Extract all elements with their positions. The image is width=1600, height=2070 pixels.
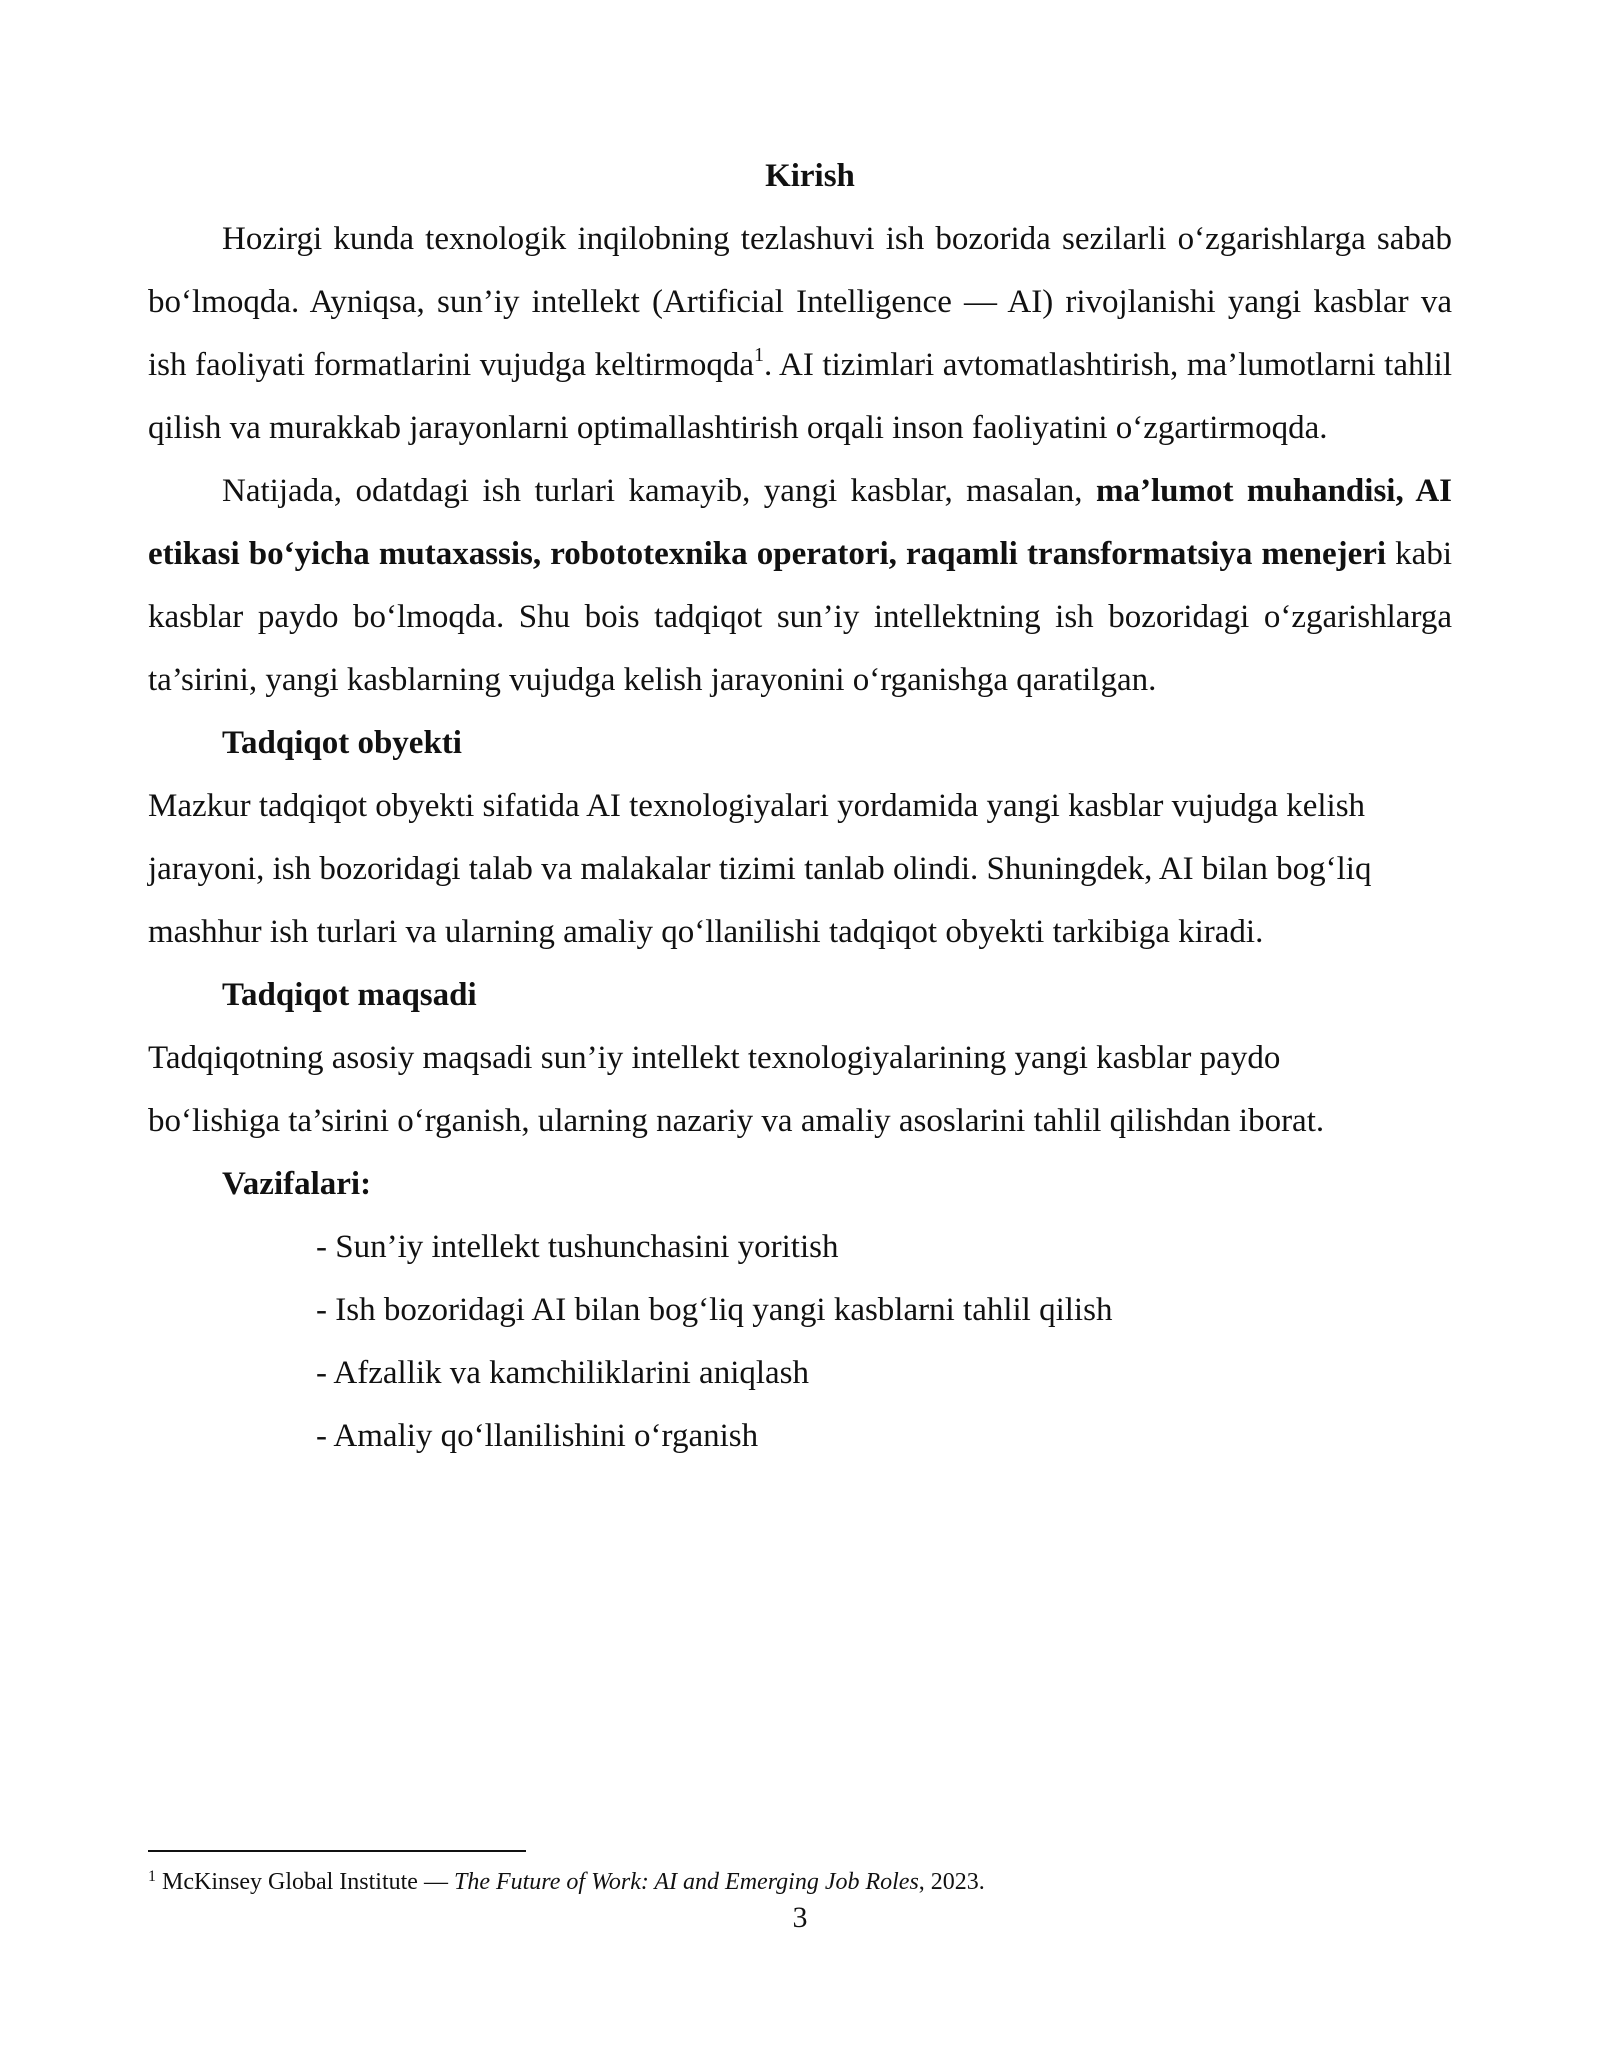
intro-p2-end: kabi kasblar paydo bo‘lmoqda. Shu bois tadqiqot sun’iy intellektning ish bozoridagi o‘zgarishlarga ta’sirini, yangi kasblarning vujudga kelish jarayonini o‘rganishga qaratilgan.	[148, 536, 1452, 698]
footnote-number: 1	[148, 1868, 156, 1885]
intro-heading: Kirish	[765, 158, 855, 194]
footnote-title: The Future of Work: AI and Emerging Job Roles	[453, 1869, 919, 1895]
intro-p1-text-end: . AI tizimlari avtomatlashtirish, ma’lumotlarni tahlil qilish va murakkab jarayonlarni optimallashtirish orqali inson faoliyatini o‘zgartirmoqda.	[148, 347, 1452, 446]
footnote-separator	[148, 1850, 526, 1852]
footnote	[148, 1866, 1452, 1901]
intro-p2-start: Natijada, odatdagi ish turlari kamayib, yangi kasblar, masalan,	[222, 473, 1096, 509]
footnote-source: McKinsey Global Institute —	[156, 1869, 454, 1895]
page-body	[148, 145, 1452, 1468]
object-heading: Tadqiqot obyekti	[222, 725, 462, 761]
tasks-list	[148, 1216, 1452, 1468]
intro-paragraph-1	[148, 208, 1452, 460]
intro-paragraph-2	[148, 460, 1452, 712]
object-paragraph: Mazkur tadqiqot obyekti sifatida AI texnologiyalari yordamida yangi kasblar vujudga kelish jarayoni, ish bozoridagi talab va malakalar tizimi tanlab olindi. Shuningdek, AI bilan bog‘liq mashhur ish turlari va ularning amaliy qo‘llanilishi tadqiqot obyekti tarkibiga kiradi.	[148, 788, 1372, 950]
tasks-heading: Vazifalari:	[222, 1166, 372, 1202]
goal-heading: Tadqiqot maqsadi	[222, 977, 477, 1013]
intro-p2-bold-professions: ma’lumot muhandisi, AI etikasi bo‘yicha mutaxassis, robototexnika operatori, raqamli transformatsiya menejeri	[148, 473, 1452, 572]
footnote-year: , 2023.	[918, 1869, 985, 1895]
goal-paragraph: Tadqiqotning asosiy maqsadi sun’iy intellekt texnologiyalarining yangi kasblar paydo bo‘lishiga ta’sirini o‘rganish, ularning nazariy va amaliy asoslarini tahlil qilishdan iborat.	[148, 1040, 1325, 1139]
footnote-reference[interactable]: 1	[754, 344, 765, 366]
task-item: - Afzallik va kamchiliklarini aniqlash	[316, 1355, 810, 1391]
page-number: 3	[792, 1901, 808, 1934]
task-item: - Sun’iy intellekt tushunchasini yoritish	[316, 1229, 839, 1265]
task-item: - Amaliy qo‘llanilishini o‘rganish	[316, 1418, 759, 1454]
task-item: - Ish bozoridagi AI bilan bog‘liq yangi kasblarni tahlil qilish	[316, 1292, 1113, 1328]
intro-p1-text: Hozirgi kunda texnologik inqilobning tezlashuvi ish bozorida sezilarli o‘zgarishlarga sabab bo‘lmoqda. Ayniqsa, sun’iy intellekt (Artificial Intelligence — AI) rivojlanishi yangi kasblar va ish faoliyati formatlarini vujudga keltirmoqda	[148, 221, 1452, 383]
